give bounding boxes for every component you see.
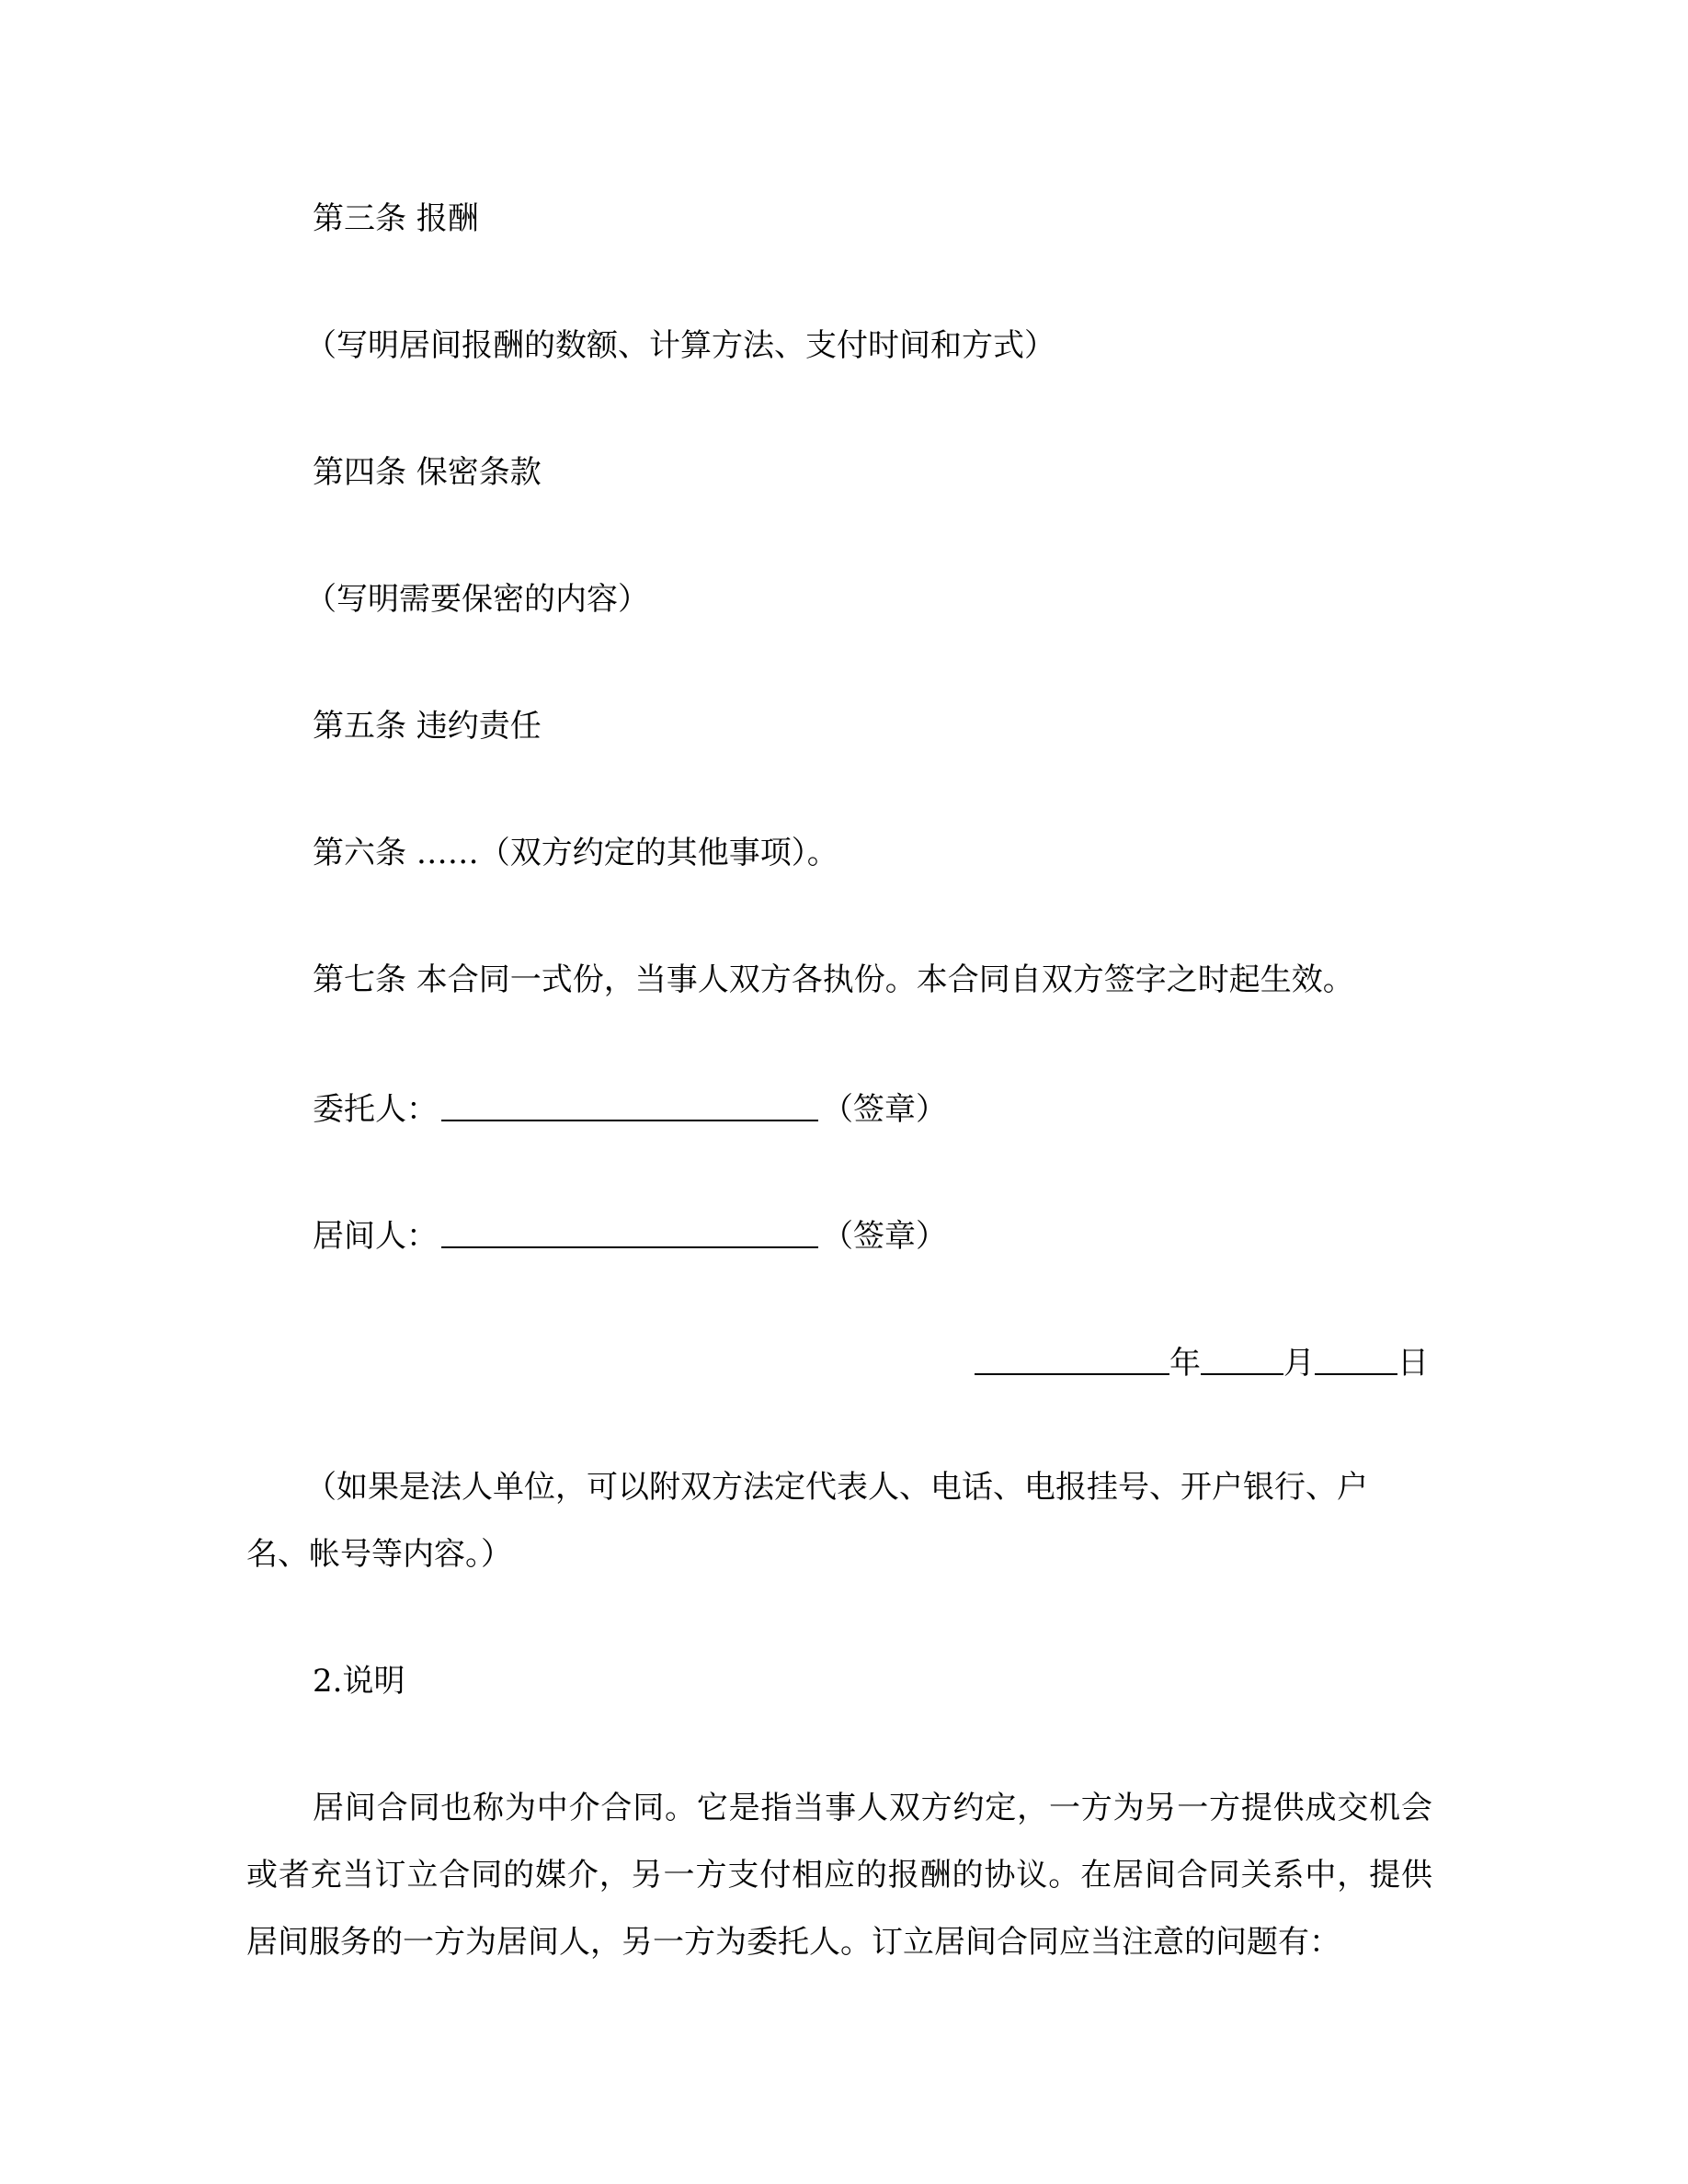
broker-signature-blank <box>441 1215 818 1248</box>
year-label: 年 <box>1169 1345 1201 1382</box>
article-4-title: 第四条 保密条款 <box>313 454 542 491</box>
legal-entity-note-line2: 名、帐号等内容。） <box>246 1536 512 1573</box>
article-7: 第七条 本合同一式份，当事人双方各执份。本合同自双方签字之时起生效。 <box>313 961 1354 998</box>
day-blank <box>1315 1342 1397 1375</box>
article-4-note: （写明需要保密的内容） <box>305 581 649 618</box>
broker-signature-line <box>313 1215 947 1255</box>
client-label: 委托人： <box>313 1091 438 1128</box>
article-3-title: 第三条 报酬 <box>313 200 479 237</box>
client-signature-blank <box>441 1088 818 1121</box>
broker-label: 居间人： <box>313 1218 438 1255</box>
broker-seal-note: （签章） <box>822 1218 947 1255</box>
day-label: 日 <box>1397 1345 1429 1382</box>
article-5-title: 第五条 违约责任 <box>313 708 542 745</box>
client-seal-note: （签章） <box>822 1091 947 1128</box>
month-blank <box>1201 1342 1283 1375</box>
article-3-note: （写明居间报酬的数额、计算方法、支付时间和方式） <box>305 327 1055 364</box>
month-label: 月 <box>1283 1345 1315 1382</box>
client-signature-line <box>313 1088 947 1128</box>
explanation-heading: 2.说明 <box>313 1663 405 1700</box>
year-blank <box>975 1342 1169 1375</box>
legal-entity-note-line1: （如果是法人单位，可以附双方法定代表人、电话、电报挂号、开户银行、户 <box>305 1469 1368 1506</box>
date-line <box>975 1342 1429 1382</box>
article-6: 第六条 ……（双方约定的其他事项）。 <box>313 835 838 871</box>
explanation-paragraph: 居间合同也称为中介合同。它是指当事人双方约定，一方为另一方提供成交机会或者充当订立合同的媒介，另一方支付相应的报酬的协议。在居间合同关系中，提供居间服务的一方为居间人，另一方为委托人。订立居间合同应当注意的问题有： <box>246 1790 1432 1961</box>
